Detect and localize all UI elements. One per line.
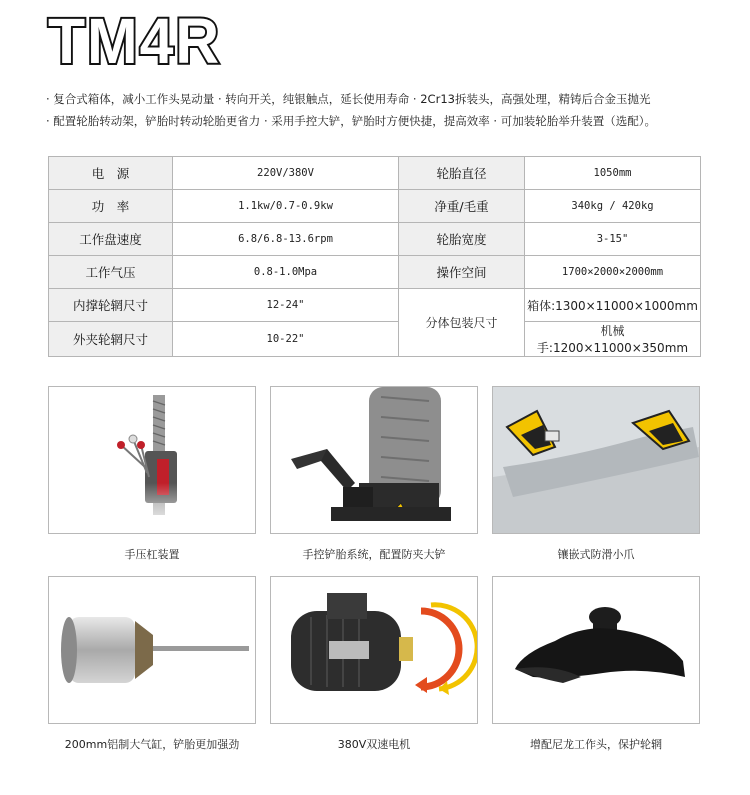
feature-line-1: · 复合式箱体，减小工作头晃动量 · 转向开关，纯银触点，延长使用寿命 · 2Cr13拆装头，高强处理，精铸后合金玉抛光: [46, 92, 651, 106]
table-row: [49, 190, 701, 223]
feature-card-lever: [48, 386, 256, 562]
motor-photo: [270, 576, 478, 724]
spec-value: 1050mm: [525, 157, 701, 190]
caption: 380V双速电机: [337, 738, 411, 751]
cylinder-photo: [48, 576, 256, 724]
spec-value: 3-15": [525, 223, 701, 256]
spec-value: 1700×2000×2000mm: [525, 256, 701, 289]
spec-label: 轮胎宽度: [399, 223, 525, 256]
table-row: [49, 322, 701, 357]
feature-card-nylon-head: [492, 576, 700, 752]
model-title: TM4R: [48, 5, 222, 77]
caption: 镶嵌式防滑小爪: [557, 548, 635, 561]
feature-list: [46, 88, 726, 132]
spec-label: 净重/毛重: [399, 190, 525, 223]
feature-line-2: · 配置轮胎转动架，铲胎时转动轮胎更省力 · 采用手控大铲，铲胎时方便快捷，提高效率 · 可加装轮胎举升装置（选配）。: [46, 114, 656, 128]
spec-label: 电 源: [49, 157, 173, 190]
lever-photo: [48, 386, 256, 534]
spec-value: 340kg / 420kg: [525, 190, 701, 223]
spec-label: 功 率: [49, 190, 173, 223]
table-row: [49, 223, 701, 256]
caption: 手控铲胎系统，配置防夹大铲: [302, 548, 446, 561]
clamp-photo: [492, 386, 700, 534]
spec-value: 10-22": [173, 322, 399, 357]
spec-label: 工作盘速度: [49, 223, 173, 256]
spec-value: 220V/380V: [173, 157, 399, 190]
spec-label: 操作空间: [399, 256, 525, 289]
spec-value: 1.1kw/0.7-0.9kw: [173, 190, 399, 223]
feature-card-cylinder: [48, 576, 256, 752]
table-row: [49, 157, 701, 190]
nylon-head-photo: [492, 576, 700, 724]
spec-value: 12-24": [173, 289, 399, 322]
spec-value: 0.8-1.0Mpa: [173, 256, 399, 289]
bead-breaker-photo: [270, 386, 478, 534]
caption: 增配尼龙工作头，保护轮辋: [530, 738, 662, 751]
caption: 200mm铝制大气缸，铲胎更加强劲: [64, 738, 240, 751]
spec-value: 机械手:1200×11000×350mm: [525, 322, 701, 357]
feature-card-motor: [270, 576, 478, 752]
feature-card-clamp: [492, 386, 700, 562]
spec-label: 轮胎直径: [399, 157, 525, 190]
spec-table: [48, 156, 701, 357]
spec-label: 外夹轮辋尺寸: [49, 322, 173, 357]
table-row: [49, 256, 701, 289]
spec-value: 6.8/6.8-13.6rpm: [173, 223, 399, 256]
spec-label: 内撑轮辋尺寸: [49, 289, 173, 322]
table-row: [49, 289, 701, 322]
spec-label: 工作气压: [49, 256, 173, 289]
caption: 手压杠装置: [124, 548, 180, 561]
spec-value: 箱体:1300×11000×1000mm: [525, 289, 701, 322]
spec-label: 分体包装尺寸: [399, 289, 525, 357]
feature-card-bead-breaker: [270, 386, 478, 562]
